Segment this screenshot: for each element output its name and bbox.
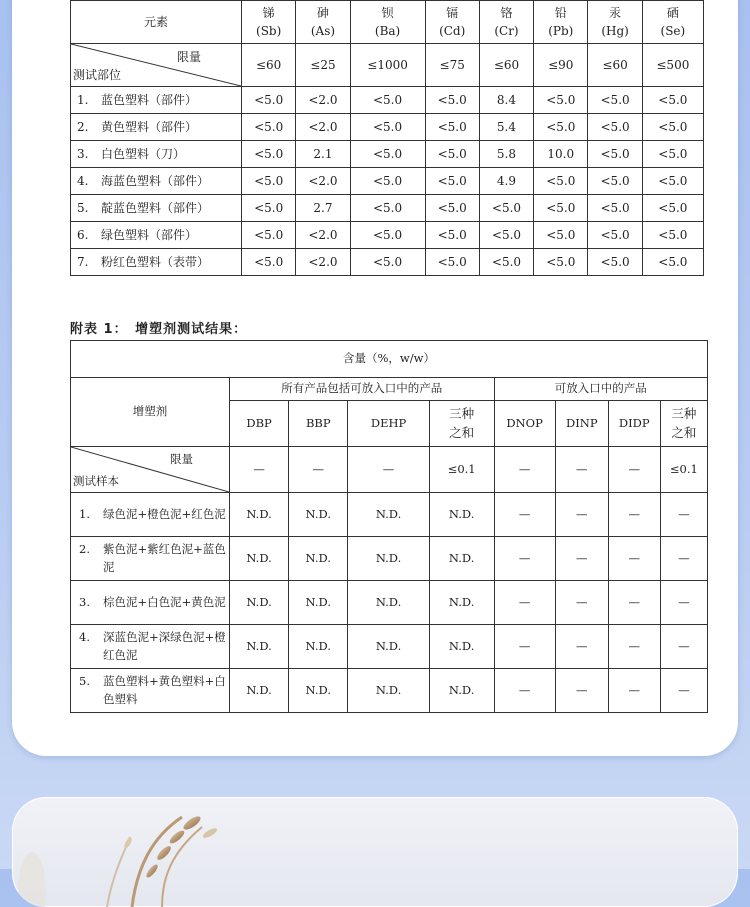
result-value: 5.4 [479, 114, 533, 141]
content-header: 含量（%，w/w） [71, 341, 708, 378]
result-value: 8.4 [479, 87, 533, 114]
group-all-products: 所有产品包括可放入口中的产品 [230, 378, 495, 401]
result-value: — [608, 493, 660, 537]
result-value: <2.0 [296, 114, 350, 141]
result-value: — [608, 625, 660, 669]
row-number: 5. [79, 674, 90, 689]
limit-value: ≤0.1 [429, 447, 494, 493]
sample-label [71, 669, 230, 713]
result-value: N.D. [230, 581, 289, 625]
element-name: 砷 [316, 6, 329, 20]
result-value: <5.0 [425, 114, 479, 141]
result-value: — [555, 581, 608, 625]
result-value: <5.0 [479, 249, 533, 276]
table-row [71, 114, 704, 141]
element-symbol: (Sb) [256, 24, 282, 38]
result-value: <5.0 [588, 222, 642, 249]
row-name: 绿色塑料（部件） [101, 228, 198, 242]
element-name: 锑 [262, 6, 275, 20]
result-value: — [608, 669, 660, 713]
sample-name: 棕色泥+白色泥+黄色泥 [103, 594, 226, 609]
limit-diagonal-cell [71, 44, 242, 87]
result-value: — [660, 493, 707, 537]
result-value: N.D. [230, 625, 289, 669]
result-value: <5.0 [479, 222, 533, 249]
limit-value: — [608, 447, 660, 493]
result-value: <5.0 [242, 168, 296, 195]
row-number: 5. [77, 201, 89, 215]
result-value: N.D. [230, 669, 289, 713]
next-card-photo [12, 797, 738, 907]
result-value: <5.0 [642, 249, 703, 276]
result-value: <5.0 [242, 222, 296, 249]
result-value: <5.0 [242, 114, 296, 141]
result-value: <5.0 [350, 114, 425, 141]
limit-value: ≤0.1 [660, 447, 707, 493]
result-value: — [660, 669, 707, 713]
limit-value: ≤60 [479, 44, 533, 87]
result-value: — [660, 581, 707, 625]
result-value: <5.0 [642, 195, 703, 222]
element-label: 元素 [143, 15, 168, 29]
result-value: N.D. [230, 493, 289, 537]
limit-value: ≤60 [588, 44, 642, 87]
row-label [71, 114, 242, 141]
element-symbol: (Pb) [548, 24, 574, 38]
limit-value: ≤500 [642, 44, 703, 87]
sample-name: 蓝色塑料+黄色塑料+白色塑料 [103, 674, 226, 706]
result-value: <5.0 [588, 87, 642, 114]
row-number: 6. [77, 228, 89, 242]
result-value: — [555, 493, 608, 537]
row-number: 4. [77, 174, 89, 188]
element-col-3 [425, 1, 479, 44]
limit-value: — [348, 447, 429, 493]
result-value: <5.0 [242, 249, 296, 276]
result-value: N.D. [429, 669, 494, 713]
result-value: N.D. [348, 537, 429, 581]
result-value: <5.0 [588, 168, 642, 195]
row-name: 蓝色塑料（部件） [101, 93, 198, 107]
result-value: <2.0 [296, 222, 350, 249]
result-value: N.D. [289, 669, 348, 713]
result-value: — [660, 537, 707, 581]
result-value: <5.0 [534, 222, 588, 249]
result-value: <5.0 [350, 87, 425, 114]
table-row [71, 625, 708, 669]
element-col-7 [642, 1, 703, 44]
plasticizer-col-header: DINP [555, 401, 608, 447]
plasticizer-col-header: DEHP [348, 401, 429, 447]
result-value: 4.9 [479, 168, 533, 195]
row-label [71, 222, 242, 249]
limit-label: 限量 [176, 50, 201, 64]
result-value: N.D. [289, 493, 348, 537]
sample-label [71, 581, 230, 625]
element-name: 汞 [609, 6, 622, 20]
row-name: 海蓝色塑料（部件） [101, 174, 210, 188]
plasticizer-col-header: 三种 之和 [429, 401, 494, 447]
table-row [71, 669, 708, 713]
result-value: — [608, 581, 660, 625]
result-value: 2.7 [296, 195, 350, 222]
row-label [71, 249, 242, 276]
result-value: <2.0 [296, 87, 350, 114]
result-value: <5.0 [350, 222, 425, 249]
group-mouth-products: 可放入口中的产品 [494, 378, 707, 401]
element-symbol: (As) [310, 24, 336, 38]
row-label [71, 141, 242, 168]
section-title: 附表 1： 增塑剂测试结果： [70, 322, 248, 337]
row-number: 4. [79, 630, 90, 645]
result-value: <5.0 [642, 87, 703, 114]
result-value: — [608, 537, 660, 581]
limit-value: — [555, 447, 608, 493]
result-value: — [494, 625, 555, 669]
limit-value: — [494, 447, 555, 493]
result-value: <5.0 [534, 168, 588, 195]
result-value: <5.0 [242, 87, 296, 114]
result-value: — [660, 625, 707, 669]
result-value: <5.0 [425, 141, 479, 168]
result-value: — [555, 669, 608, 713]
result-value: <5.0 [588, 114, 642, 141]
result-value: <2.0 [296, 168, 350, 195]
result-value: <5.0 [425, 87, 479, 114]
plasticizer-col-header: DIDP [608, 401, 660, 447]
test-part-label: 测试部位 [73, 68, 122, 82]
result-value: N.D. [429, 493, 494, 537]
element-symbol: (Ba) [374, 24, 401, 38]
element-header-cell [71, 1, 242, 44]
table-row [71, 141, 704, 168]
limit-value: ≤90 [534, 44, 588, 87]
result-value: <5.0 [642, 114, 703, 141]
result-value: <5.0 [588, 249, 642, 276]
table-row [71, 537, 708, 581]
sample-name: 深蓝色泥+深绿色泥+橙红色泥 [103, 630, 226, 662]
row-number: 1. [79, 506, 90, 521]
result-value: N.D. [230, 537, 289, 581]
result-value: <5.0 [242, 195, 296, 222]
result-value: N.D. [289, 625, 348, 669]
limit-value: — [230, 447, 289, 493]
heavy-metal-table [70, 0, 704, 276]
element-col-5 [534, 1, 588, 44]
row-label [71, 87, 242, 114]
plasticizer-table [70, 340, 708, 713]
element-name: 硒 [666, 6, 679, 20]
result-value: <5.0 [642, 168, 703, 195]
row-number: 2. [79, 542, 90, 557]
plasticizer-col-header: 三种 之和 [660, 401, 707, 447]
result-value: 2.1 [296, 141, 350, 168]
result-value: <5.0 [350, 141, 425, 168]
report-card [12, 0, 738, 756]
result-value: <5.0 [534, 249, 588, 276]
result-value: <2.0 [296, 249, 350, 276]
row-name: 白色塑料（刀） [101, 147, 186, 161]
result-value: <5.0 [425, 195, 479, 222]
table-row [71, 249, 704, 276]
result-value: — [494, 669, 555, 713]
dried-flower-image [12, 797, 738, 907]
result-value: <5.0 [588, 141, 642, 168]
result-value: <5.0 [588, 195, 642, 222]
element-col-6 [588, 1, 642, 44]
table-row [71, 168, 704, 195]
result-value: <5.0 [425, 168, 479, 195]
sample-label [71, 537, 230, 581]
result-value: — [494, 537, 555, 581]
result-value: — [494, 493, 555, 537]
sample-label [71, 625, 230, 669]
limit-value: — [289, 447, 348, 493]
limit-value: ≤75 [425, 44, 479, 87]
row-number: 3. [79, 594, 90, 609]
plasticizer-col-header: DBP [230, 401, 289, 447]
element-name: 钡 [381, 6, 394, 20]
result-value: 10.0 [534, 141, 588, 168]
limit-value: ≤60 [242, 44, 296, 87]
element-col-2 [350, 1, 425, 44]
result-value: <5.0 [534, 195, 588, 222]
result-value: N.D. [429, 625, 494, 669]
element-symbol: (Cr) [494, 24, 519, 38]
sample-name: 绿色泥+橙色泥+红色泥 [103, 506, 226, 521]
limit-label: 限量 [170, 452, 193, 466]
result-value: N.D. [348, 625, 429, 669]
result-value: <5.0 [350, 168, 425, 195]
table-row [71, 87, 704, 114]
result-value: N.D. [348, 669, 429, 713]
row-number: 1. [77, 93, 89, 107]
result-value: <5.0 [350, 249, 425, 276]
row-number: 3. [77, 147, 89, 161]
result-value: <5.0 [425, 222, 479, 249]
result-value: <5.0 [534, 114, 588, 141]
result-value: N.D. [429, 581, 494, 625]
result-value: N.D. [289, 537, 348, 581]
element-col-0 [242, 1, 296, 44]
table-row [71, 493, 708, 537]
row-name: 粉红色塑料（表带） [101, 255, 210, 269]
result-value: <5.0 [642, 222, 703, 249]
element-name: 铬 [500, 6, 513, 20]
sample-name: 紫色泥+紫红色泥+蓝色泥 [103, 542, 226, 574]
plasticizer-label: 增塑剂 [71, 378, 230, 447]
row-label [71, 168, 242, 195]
table-row [71, 222, 704, 249]
result-value: <5.0 [242, 141, 296, 168]
result-value: — [494, 581, 555, 625]
element-symbol: (Se) [660, 24, 686, 38]
limit-value: ≤1000 [350, 44, 425, 87]
element-name: 铅 [554, 6, 567, 20]
row-number: 7. [77, 255, 89, 269]
result-value: N.D. [348, 493, 429, 537]
row-name: 靛蓝色塑料（部件） [101, 201, 210, 215]
result-value: N.D. [348, 581, 429, 625]
element-col-1 [296, 1, 350, 44]
element-col-4 [479, 1, 533, 44]
row-number: 2. [77, 120, 89, 134]
result-value: <5.0 [534, 87, 588, 114]
plasticizer-col-header: BBP [289, 401, 348, 447]
test-sample-label: 测试样本 [73, 473, 119, 488]
limit-diagonal-cell [71, 447, 230, 493]
result-value: <5.0 [350, 195, 425, 222]
plasticizer-col-header: DNOP [494, 401, 555, 447]
result-value: <5.0 [479, 195, 533, 222]
result-value: <5.0 [642, 141, 703, 168]
result-value: — [555, 625, 608, 669]
row-name: 黄色塑料（部件） [101, 120, 198, 134]
table-row [71, 195, 704, 222]
row-label [71, 195, 242, 222]
result-value: <5.0 [425, 249, 479, 276]
sample-label [71, 493, 230, 537]
table-row [71, 581, 708, 625]
result-value: 5.8 [479, 141, 533, 168]
result-value: N.D. [429, 537, 494, 581]
result-value: — [555, 537, 608, 581]
result-value: N.D. [289, 581, 348, 625]
element-symbol: (Hg) [601, 24, 629, 38]
element-name: 镉 [446, 6, 459, 20]
element-symbol: (Cd) [439, 24, 466, 38]
limit-value: ≤25 [296, 44, 350, 87]
